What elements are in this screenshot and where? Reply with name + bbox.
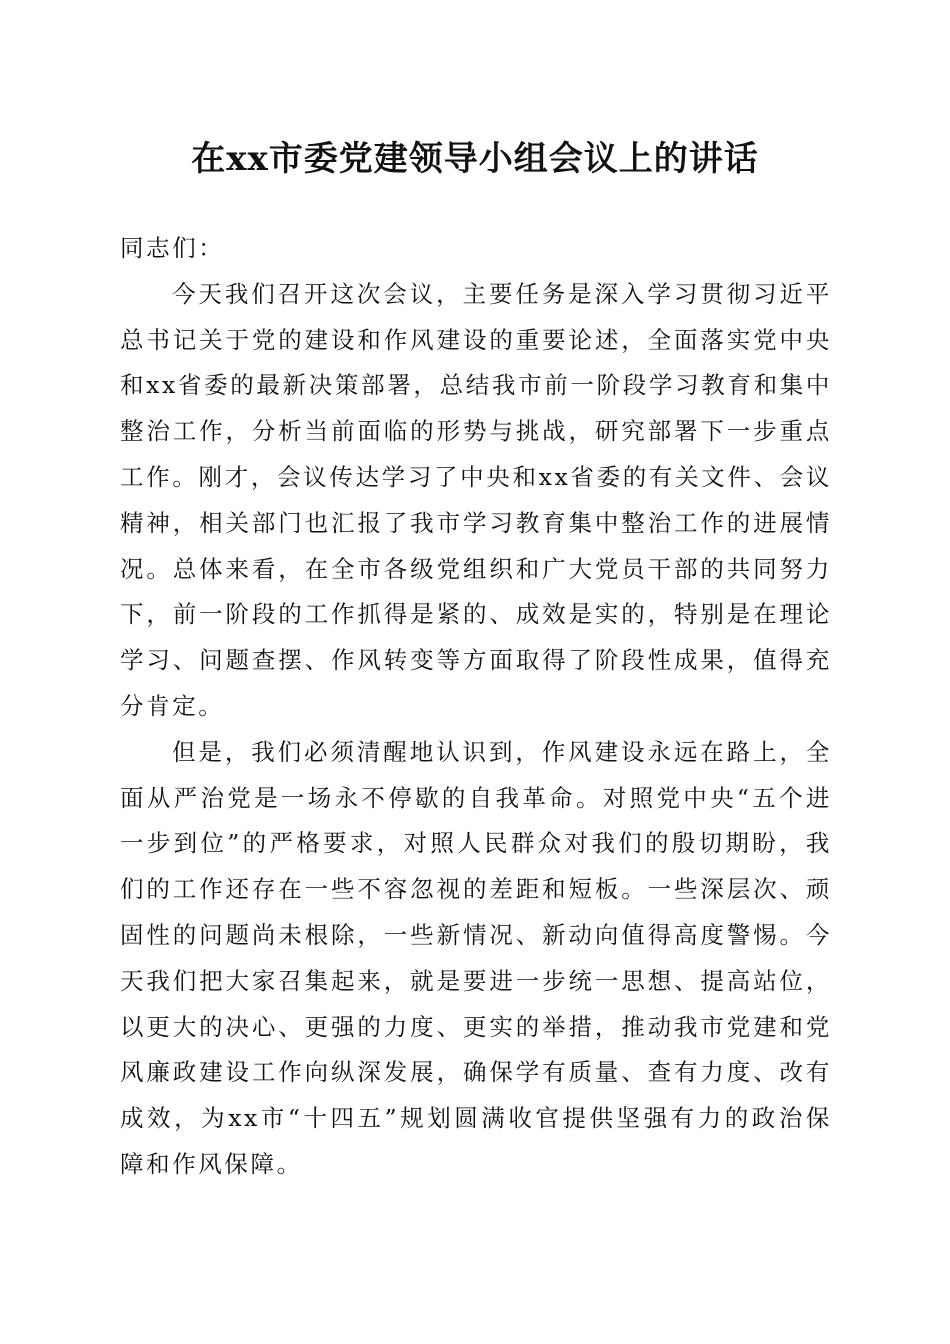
paragraph-1: 今天我们召开这次会议，主要任务是深入学习贯彻习近平总书记关于党的建设和作风建设的重要论述，全面落实党中央和xx省委的最新决策部署，总结我市前一阶段学习教育和集中整治工作，分析当前面临的形势与挑战，研究部署下一步重点工作。刚才，会议传达学习了中央和xx省委的有关文件、会议精神，相关部门也汇报了我市学习教育集中整治工作的进展情况。总体来看，在全市各级党组织和广大党员干部的共同努力下，前一阶段的工作抓得是紧的、成效是实的，特别是在理论学习、问题查摆、作风转变等方面取得了阶段性成果，值得充分肯定。	[120, 279, 832, 720]
salutation: 同志们：	[120, 234, 225, 262]
paragraph-2: 但是，我们必须清醒地认识到，作风建设永远在路上，全面从严治党是一场永不停歇的自我革命。对照党中央“五个进一步到位”的严格要求，对照人民群众对我们的殷切期盼，我们的工作还存在一些不容忽视的差距和短板。一些深层次、顽固性的问题尚未根除，一些新情况、新动向值得高度警惕。今天我们把大家召集起来，就是要进一步统一思想、提高站位，以更大的决心、更强的力度、更实的举措，推动我市党建和党风廉政建设工作向纵深发展，确保学有质量、查有力度、改有成效，为xx市“十四五”规划圆满收官提供坚强有力的政治保障和作风保障。	[120, 737, 832, 1178]
document-body	[120, 226, 832, 1188]
document-title: 在xx市委党建领导小组会议上的讲话	[191, 139, 759, 179]
